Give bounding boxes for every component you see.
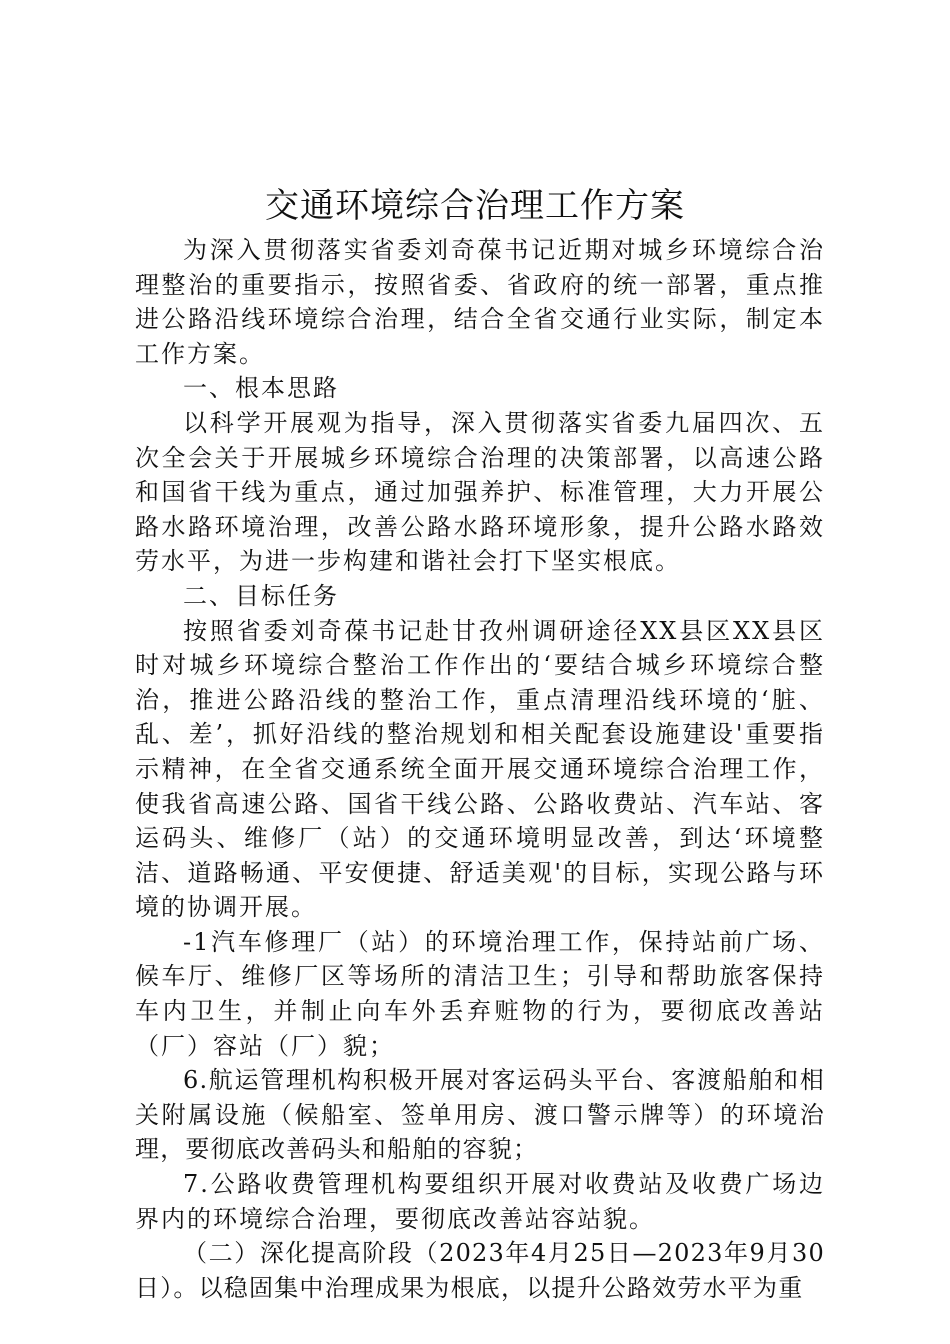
paragraph-basic-idea: 以科学开展观为指导，深入贯彻落实省委九届四次、五次全会关于开展城乡环境综合治理的决策部署，以高速公路和国省干线为重点，通过加强养护、标准管理，大力开展公路水路环境治理，改善公路水路环境形象，提升公路水路效劳水平，为进一步构建和谐社会打下坚实根底。 <box>135 408 825 576</box>
list-item-shipping: 6.航运管理机构积极开展对客运码头平台、客渡船舶和相关附属设施（候船室、签单用房、渡口警示牌等）的环境治理，要彻底改善码头和船舶的容貌； <box>135 1066 825 1164</box>
section-heading-goals: 二、目标任务 <box>183 581 339 610</box>
section-heading-basic-idea: 一、根本思路 <box>183 374 339 403</box>
list-item-toll: 7.公路收费管理机构要组织开展对收费站及收费广场边界内的环境综合治理，要彻底改善站容站貌。 <box>135 1170 825 1233</box>
paragraph-intro: 为深入贯彻落实省委刘奇葆书记近期对城乡环境综合治理整治的重要指示，按照省委、省政府的统一部署，重点推进公路沿线环境综合治理，结合全省交通行业实际，制定本工作方案。 <box>135 236 825 368</box>
list-item-repair-station: -1汽车修理厂（站）的环境治理工作，保持站前广场、候车厅、维修厂区等场所的清洁卫生；引导和帮助旅客保持车内卫生，并制止向车外丢弃赃物的行为，要彻底改善站（厂）容站（厂）貌； <box>135 927 825 1060</box>
paragraph-stage-two: （二）深化提高阶段（2023年4月25日—2023年9月30日）。以稳固集中治理成果为根底，以提升公路效劳水平为重 <box>135 1239 825 1302</box>
document-body <box>135 233 825 1305</box>
document-title: 交通环境综合治理工作方案 <box>265 186 685 226</box>
paragraph-goals: 按照省委刘奇葆书记赴甘孜州调研途径XX县区XX县区时对城乡环境综合整治工作作出的‘要结合城乡环境综合整治，推进公路沿线的整治工作，重点清理沿线环境的‘脏、乱、差’，抓好沿线的整治规划和相关配套设施建设'重要指示精神，在全省交通系统全面开展交通环境综合治理工作，使我省高速公路、国省干线公路、公路收费站、汽车站、客运码头、维修厂（站）的交通环境明显改善，到达‘环境整洁、道路畅通、平安便捷、舒适美观'的目标，实现公路与环境的协调开展。 <box>135 616 825 922</box>
